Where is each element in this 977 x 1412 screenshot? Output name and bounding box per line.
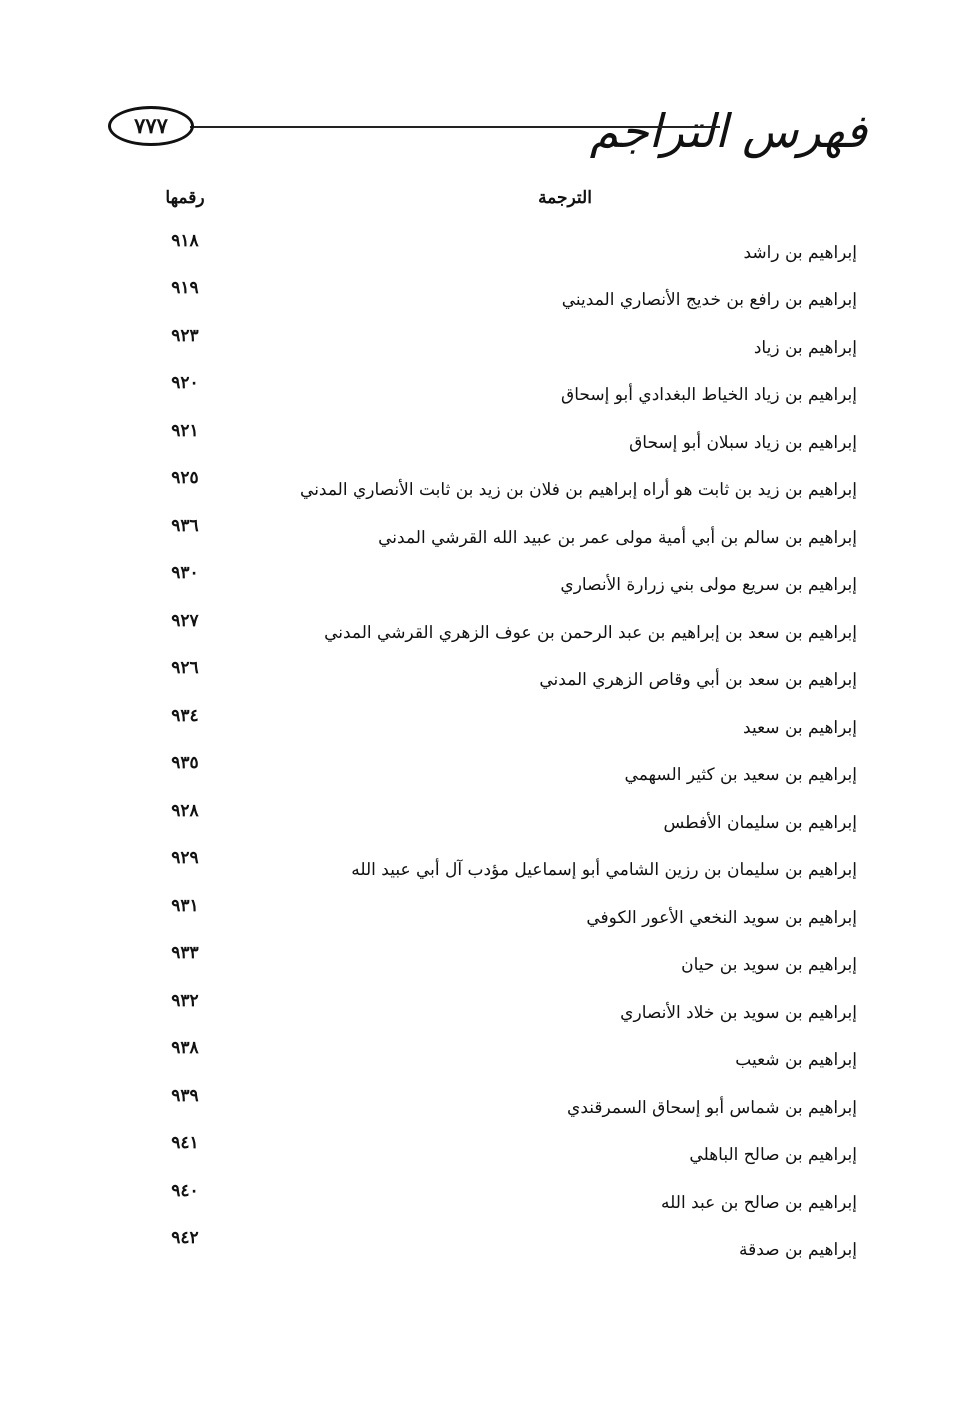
entry-name: إبراهيم بن سعد بن أبي وقاص الزهري المدني (539, 670, 857, 690)
entry-number: ٩٢٠ (171, 373, 199, 393)
list-item (0, 848, 977, 895)
entry-name: إبراهيم بن سعيد بن كثير السهمي (624, 765, 857, 785)
entry-number: ٩٤٢ (171, 1228, 199, 1248)
list-item (0, 468, 977, 515)
entry-name: إبراهيم بن زياد الخياط البغدادي أبو إسحاق (561, 385, 857, 405)
entry-name: إبراهيم بن صدقة (738, 1240, 857, 1260)
entry-number: ٩٤٠ (171, 1181, 199, 1201)
list-item (0, 753, 977, 800)
entry-name: إبراهيم بن صالح بن عبد الله (661, 1193, 857, 1213)
entry-number: ٩٢٦ (171, 658, 199, 678)
running-title: فهرس التراجم (589, 104, 867, 158)
list-item (0, 373, 977, 420)
entry-number: ٩٣٤ (171, 706, 199, 726)
list-item (0, 658, 977, 705)
column-header-number: رقمها (165, 188, 205, 208)
list-item (0, 706, 977, 753)
entry-number: ٩١٩ (171, 278, 199, 298)
entry-number: ٩٣٥ (171, 753, 199, 773)
entry-number: ٩٣٨ (171, 1038, 199, 1058)
entry-number: ٩٢٣ (171, 326, 199, 346)
list-item (0, 231, 977, 278)
entry-number: ٩٤١ (171, 1133, 199, 1153)
list-item (0, 1038, 977, 1085)
list-item (0, 1228, 977, 1275)
entry-number: ٩٢٥ (171, 468, 199, 488)
entry-number: ٩٣١ (171, 896, 199, 916)
entry-number: ٩٣٩ (171, 1086, 199, 1106)
list-item (0, 1181, 977, 1228)
entry-name: إبراهيم بن سويد بن خلاد الأنصاري (620, 1003, 857, 1023)
entry-name: إبراهيم بن سريع مولى بني زرارة الأنصاري (560, 575, 857, 595)
entry-number: ٩٢٨ (171, 801, 199, 821)
entry-name: إبراهيم بن زياد سبلان أبو إسحاق (629, 433, 857, 453)
entry-number: ٩٣٠ (171, 563, 199, 583)
list-item (0, 516, 977, 563)
column-header-name: الترجمة (538, 188, 592, 208)
entry-number: ٩٣٢ (171, 991, 199, 1011)
entry-number: ٩٢٩ (171, 848, 199, 868)
entry-name: إبراهيم بن شعيب (735, 1050, 857, 1070)
entry-number: ٩٢١ (171, 421, 199, 441)
list-item (0, 1133, 977, 1180)
page-number-badge: ٧٧٧ (108, 106, 194, 146)
entry-name: إبراهيم بن راشد (743, 243, 857, 263)
entry-name: إبراهيم بن زيد بن ثابت هو أراه إبراهيم بن فلان بن زيد بن ثابت الأنصاري المدني (300, 480, 857, 500)
list-item (0, 943, 977, 990)
list-item (0, 326, 977, 373)
list-item (0, 991, 977, 1038)
list-item (0, 278, 977, 325)
list-item (0, 611, 977, 658)
page-header (0, 0, 977, 180)
list-item (0, 801, 977, 848)
entry-name: إبراهيم بن زياد (753, 338, 857, 358)
list-item (0, 896, 977, 943)
entry-name: إبراهيم بن سعد بن إبراهيم بن عبد الرحمن بن عوف الزهري القرشي المدني (324, 623, 857, 643)
entry-name: إبراهيم بن سويد النخعي الأعور الكوفي (586, 908, 857, 928)
entry-name: إبراهيم بن شماس أبو إسحاق السمرقندي (567, 1098, 857, 1118)
entry-number: ٩١٨ (171, 231, 199, 251)
entry-name: إبراهيم بن رافع بن خديج الأنصاري المديني (561, 290, 857, 310)
entry-name: إبراهيم بن سليمان الأفطس (663, 813, 857, 833)
entry-name: إبراهيم بن سعيد (743, 718, 857, 738)
list-item (0, 1086, 977, 1133)
entry-number: ٩٣٣ (171, 943, 199, 963)
list-item (0, 421, 977, 468)
entry-number: ٩٣٦ (171, 516, 199, 536)
entry-number: ٩٢٧ (171, 611, 199, 631)
entry-name: إبراهيم بن صالح الباهلي (689, 1145, 857, 1165)
list-item (0, 563, 977, 610)
entry-name: إبراهيم بن سليمان بن رزين الشامي أبو إسماعيل مؤدب آل أبي عبيد الله (351, 860, 857, 880)
entry-name: إبراهيم بن سويد بن حيان (681, 955, 857, 975)
entry-name: إبراهيم بن سالم بن أبي أمية مولى عمر بن عبيد الله القرشي المدني (378, 528, 857, 548)
header-rule (190, 126, 720, 128)
